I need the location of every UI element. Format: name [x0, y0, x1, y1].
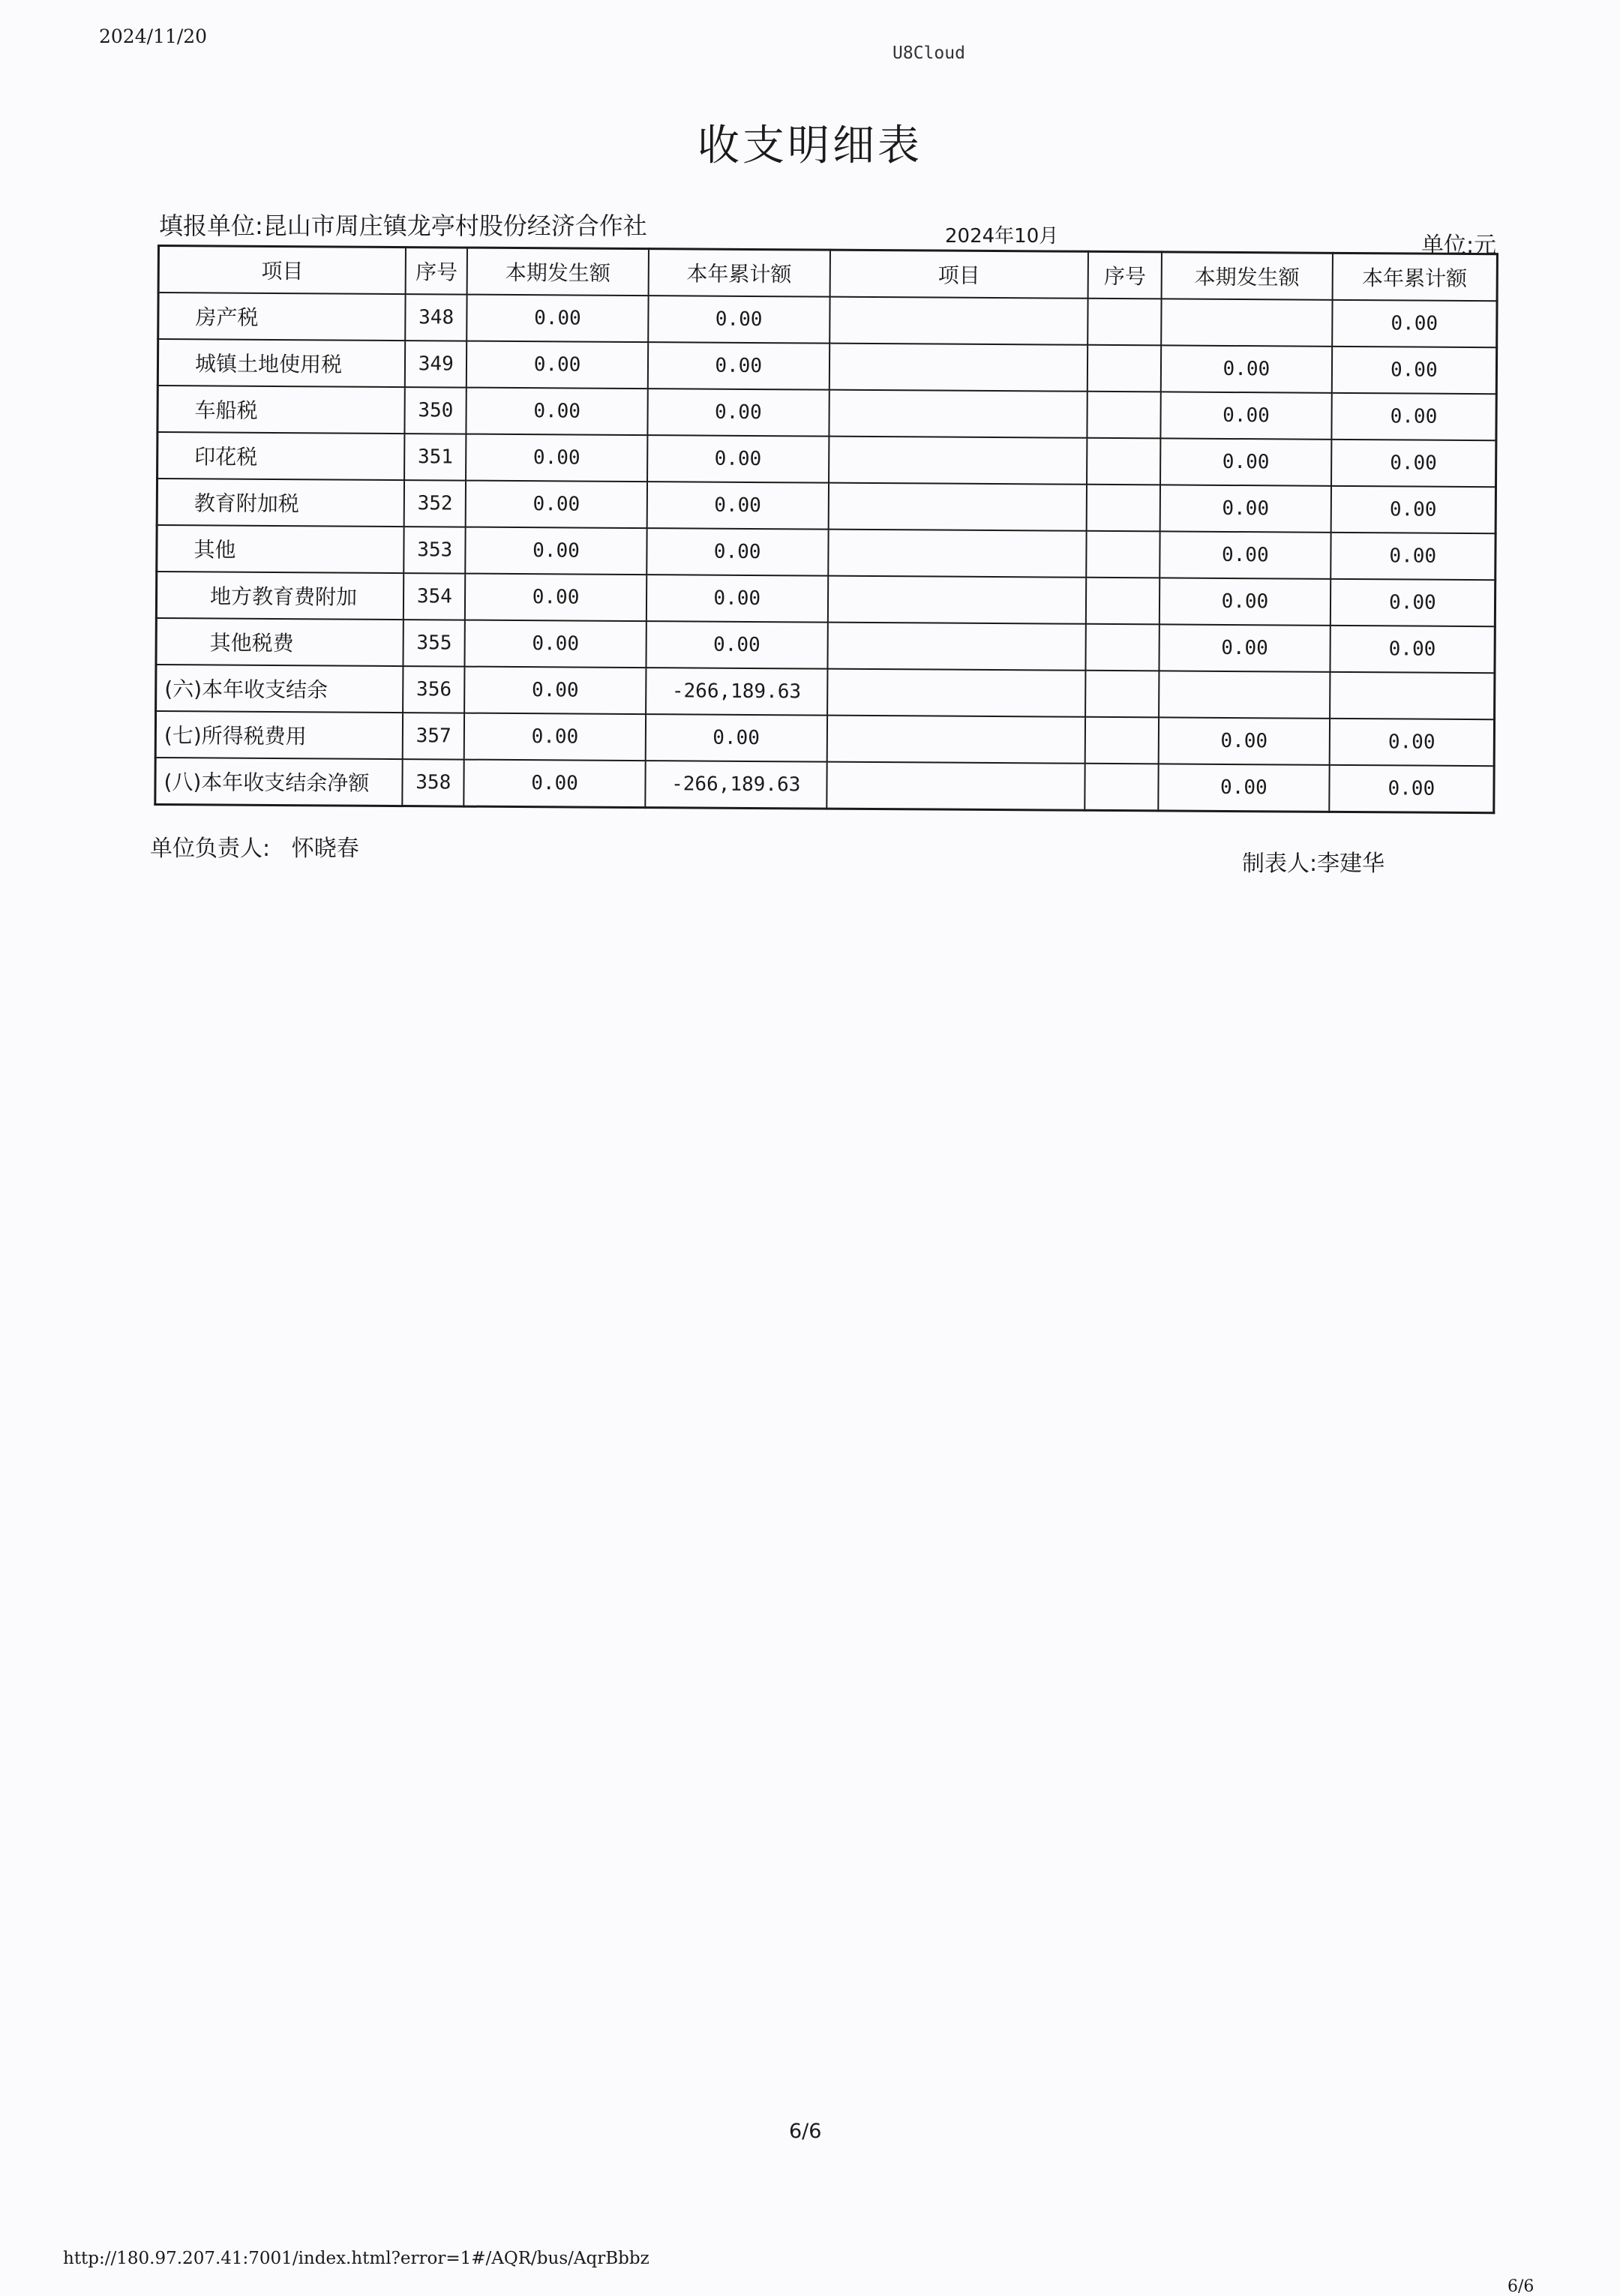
seq-cell: 348 [406, 294, 467, 341]
ytd-cell: 0.00 [647, 435, 829, 483]
col-header: 本期发生额 [1162, 252, 1333, 300]
right-seq-cell [1087, 485, 1160, 532]
right-seq-cell [1086, 578, 1160, 625]
currency-unit: 单位:元 [1421, 233, 1497, 259]
right-current-cell: 0.00 [1160, 485, 1331, 532]
right-ytd-cell: 0.00 [1329, 765, 1494, 813]
ytd-cell: -266,189.63 [645, 761, 826, 809]
org-line [159, 207, 647, 242]
ytd-cell: 0.00 [646, 575, 828, 623]
current-cell: 0.00 [466, 295, 648, 343]
right-current-cell: 0.00 [1160, 578, 1330, 625]
table-row [155, 711, 1494, 766]
ytd-cell: 0.00 [646, 621, 827, 669]
right-current-cell [1161, 299, 1332, 346]
right-seq-cell [1086, 624, 1160, 671]
page-url: http://180.97.207.41:7001/index.html?error=1#/AQR/bus/AqrBbbz [63, 2249, 650, 2268]
right-seq-cell [1086, 531, 1160, 578]
right-item-cell [827, 623, 1086, 671]
right-current-cell: 0.00 [1158, 764, 1329, 812]
col-header: 项目 [830, 250, 1088, 299]
right-item-cell [830, 297, 1088, 345]
report-period: 2024年10月 [945, 225, 1059, 248]
right-ytd-cell: 0.00 [1331, 440, 1496, 487]
right-item-cell [829, 437, 1088, 485]
col-header: 序号 [1088, 251, 1162, 299]
report-table [154, 245, 1498, 814]
right-ytd-cell: 0.00 [1330, 579, 1496, 626]
right-seq-cell [1085, 671, 1159, 718]
seq-cell: 349 [405, 341, 466, 388]
right-seq-cell [1088, 299, 1161, 346]
right-item-cell [826, 762, 1085, 811]
table-row [157, 525, 1496, 580]
right-ytd-cell: 0.00 [1329, 719, 1494, 766]
right-item-cell [827, 576, 1086, 624]
current-cell: 0.00 [466, 341, 648, 389]
right-current-cell: 0.00 [1161, 345, 1332, 392]
current-cell: 0.00 [465, 620, 646, 668]
item-cell: (六)本年收支结余 [156, 665, 404, 713]
table-header-row [158, 246, 1497, 302]
col-header: 本期发生额 [467, 248, 649, 296]
seq-cell: 355 [404, 620, 465, 667]
col-header: 本年累计额 [1332, 253, 1497, 301]
current-cell: 0.00 [465, 574, 646, 622]
seq-cell: 352 [404, 480, 466, 527]
right-item-cell [828, 530, 1087, 578]
right-item-cell [828, 483, 1087, 531]
table-row [158, 386, 1496, 440]
right-current-cell: 0.00 [1160, 624, 1330, 671]
seq-cell: 353 [404, 527, 466, 574]
unit-leader [150, 830, 359, 863]
item-cell: 其他税费 [156, 618, 404, 666]
ytd-cell: -266,189.63 [646, 668, 827, 716]
page-number-corner: 6/6 [1508, 2277, 1534, 2296]
table-row [155, 758, 1494, 813]
ytd-cell: 0.00 [648, 296, 830, 344]
seq-cell: 354 [404, 573, 465, 620]
item-cell: 车船税 [158, 386, 405, 434]
ytd-cell: 0.00 [647, 389, 829, 437]
right-item-cell [829, 344, 1088, 392]
current-cell: 0.00 [466, 388, 648, 436]
right-item-cell [826, 716, 1085, 764]
seq-cell: 358 [403, 759, 464, 806]
ytd-cell: 0.00 [646, 528, 828, 576]
right-seq-cell [1088, 392, 1161, 439]
item-cell: 教育附加税 [157, 479, 404, 527]
current-cell: 0.00 [466, 481, 647, 529]
leader-label: 单位负责人: [150, 836, 271, 862]
leader-name: 怀晓春 [291, 836, 359, 862]
right-item-cell [827, 669, 1086, 717]
current-cell: 0.00 [464, 713, 646, 761]
current-cell: 0.00 [466, 434, 647, 482]
right-ytd-cell: 0.00 [1331, 393, 1496, 440]
col-header: 项目 [158, 246, 406, 295]
item-cell: (八)本年收支结余净额 [155, 758, 403, 806]
print-date: 2024/11/20 [99, 26, 208, 47]
right-seq-cell [1087, 438, 1160, 485]
seq-cell: 351 [404, 434, 466, 481]
current-cell: 0.00 [464, 760, 646, 808]
right-item-cell [829, 390, 1088, 438]
org-label: 填报单位: [159, 212, 263, 240]
ytd-cell: 0.00 [646, 714, 827, 762]
right-current-cell: 0.00 [1160, 531, 1330, 578]
page-title: 收支明细表 [698, 122, 922, 170]
table-row [158, 293, 1497, 347]
right-current-cell: 0.00 [1159, 717, 1330, 764]
right-current-cell: 0.00 [1160, 438, 1331, 485]
ytd-cell: 0.00 [648, 342, 830, 390]
current-cell: 0.00 [464, 667, 646, 715]
table-row [156, 665, 1495, 719]
table-row [156, 618, 1495, 673]
right-current-cell: 0.00 [1160, 392, 1331, 439]
preparer [1242, 845, 1384, 878]
right-seq-cell [1084, 764, 1158, 811]
item-cell: 地方教育费附加 [156, 572, 404, 620]
right-ytd-cell [1330, 672, 1495, 719]
col-header: 本年累计额 [648, 249, 830, 297]
preparer-name: 李建华 [1317, 851, 1385, 877]
right-ytd-cell: 0.00 [1332, 347, 1497, 394]
table-row [157, 479, 1496, 533]
seq-cell: 357 [403, 713, 464, 760]
app-name: U8Cloud [892, 44, 965, 63]
current-cell: 0.00 [466, 527, 647, 575]
page-number: 6/6 [789, 2120, 822, 2143]
seq-cell: 356 [403, 666, 464, 713]
preparer-label: 制表人: [1242, 851, 1318, 877]
org-name: 昆山市周庄镇龙亭村股份经济合作社 [262, 212, 647, 240]
item-cell: 其他 [157, 525, 404, 573]
right-ytd-cell: 0.00 [1332, 300, 1497, 347]
item-cell: (七)所得税费用 [155, 711, 403, 759]
ytd-cell: 0.00 [646, 482, 828, 530]
table-row [158, 339, 1496, 394]
seq-cell: 350 [405, 387, 466, 434]
right-seq-cell [1085, 717, 1159, 764]
item-cell: 房产税 [158, 293, 406, 341]
item-cell: 城镇土地使用税 [158, 339, 405, 387]
right-ytd-cell: 0.00 [1330, 533, 1496, 580]
table-row [158, 432, 1496, 487]
col-header: 序号 [406, 248, 467, 295]
right-current-cell [1159, 671, 1330, 718]
item-cell: 印花税 [158, 432, 405, 480]
right-ytd-cell: 0.00 [1330, 486, 1496, 533]
right-ytd-cell: 0.00 [1330, 626, 1495, 673]
table-row [156, 572, 1495, 626]
right-seq-cell [1088, 345, 1161, 392]
